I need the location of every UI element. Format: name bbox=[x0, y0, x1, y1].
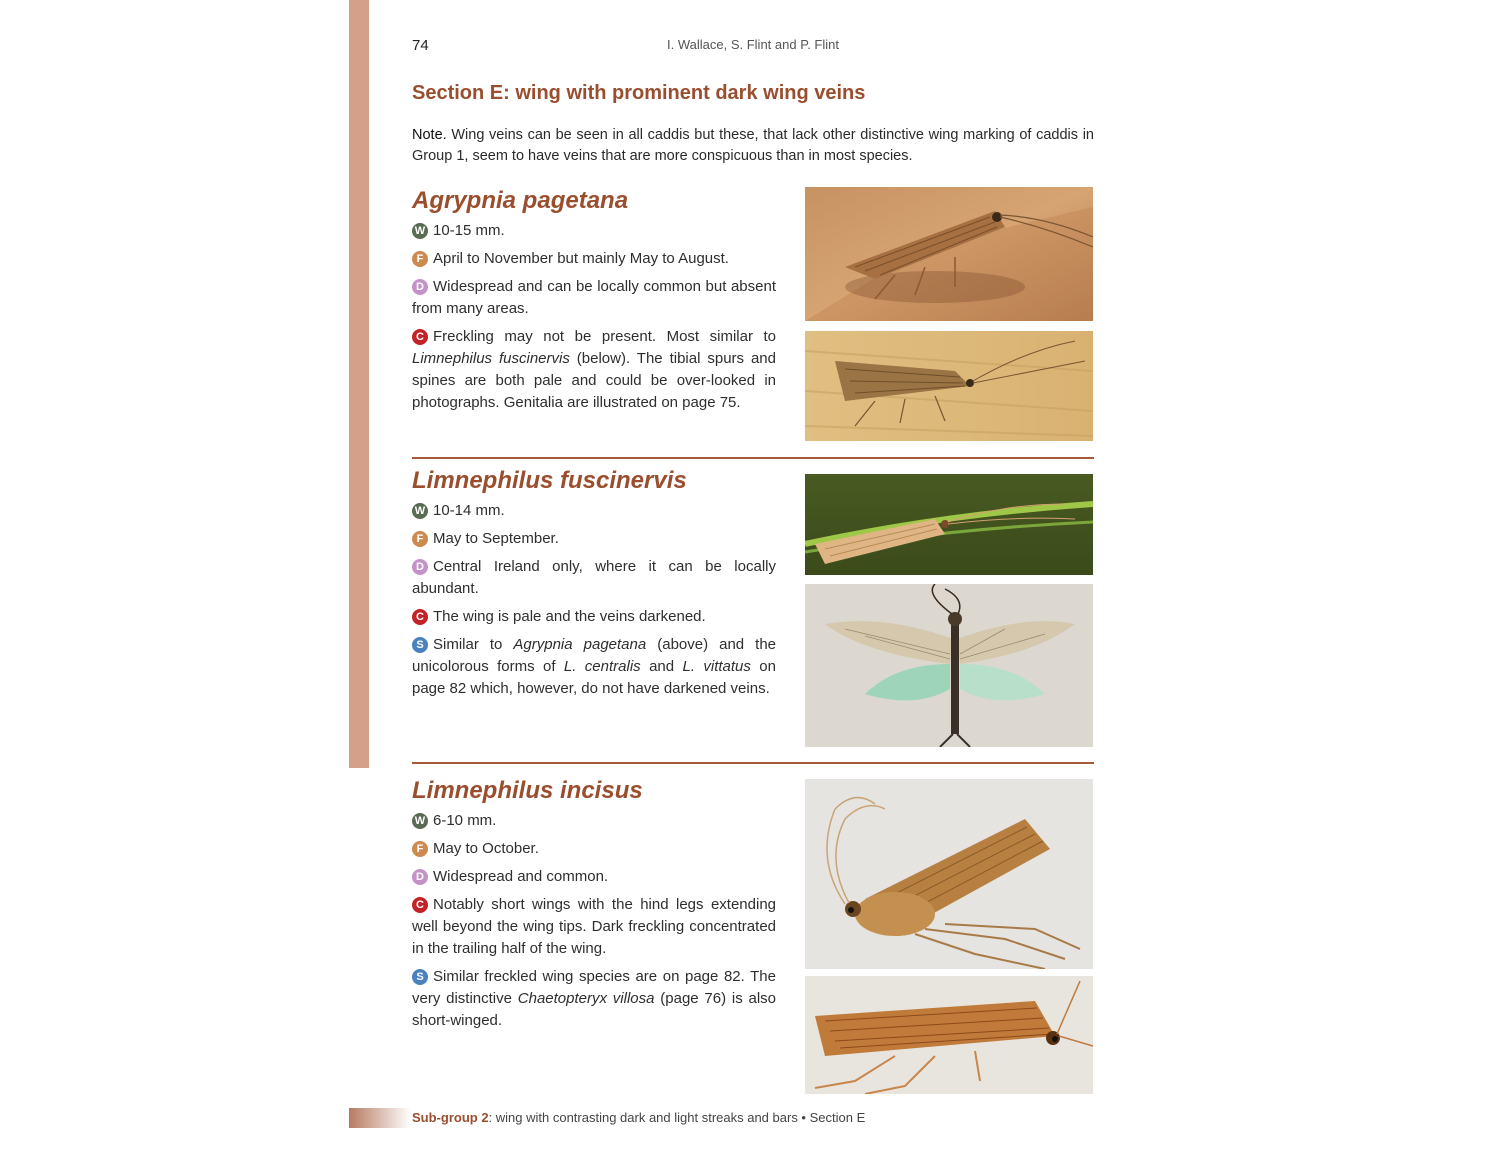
characters-badge-icon: C bbox=[412, 609, 428, 625]
characters-text: Notably short wings with the hind legs extending well beyond the wing tips. Dark freckling concentrated in the trailing half of the wing. bbox=[412, 896, 776, 957]
wingspan-badge-icon: W bbox=[412, 503, 428, 519]
similar-text-end: (page 76) is also short-winged. bbox=[412, 990, 777, 1029]
photo-limnephilus-incisus-lateral bbox=[805, 976, 1093, 1094]
section-note bbox=[412, 125, 1094, 167]
footer-subgroup: Sub-group 2 bbox=[412, 1110, 489, 1125]
distribution-badge-icon: D bbox=[412, 869, 428, 885]
characters-badge-icon: C bbox=[412, 897, 428, 913]
characters-fact bbox=[412, 894, 776, 960]
footer-section-nav bbox=[412, 1110, 865, 1125]
similar-text-end: on page 82 which, however, do not have darkened veins. bbox=[412, 658, 776, 697]
similar-badge-icon: S bbox=[412, 637, 428, 653]
distribution-fact bbox=[412, 556, 776, 600]
wingspan-badge-icon: W bbox=[412, 813, 428, 829]
species-divider bbox=[412, 457, 1094, 459]
species-divider bbox=[412, 762, 1094, 764]
photo-agrypnia-pagetana-side bbox=[805, 187, 1093, 321]
distribution-badge-icon: D bbox=[412, 559, 428, 575]
characters-text: Freckling may not be present. Most similar to bbox=[433, 328, 776, 345]
running-head-authors: I. Wallace, S. Flint and P. Flint bbox=[667, 37, 839, 52]
flight-text: May to September. bbox=[433, 530, 559, 547]
section-title: Section E: wing with prominent dark wing veins bbox=[412, 82, 866, 104]
distribution-text: Widespread and common. bbox=[433, 868, 609, 885]
wingspan-fact bbox=[412, 810, 776, 832]
characters-italic: Limnephilus fuscinervis bbox=[412, 350, 570, 367]
wingspan-badge-icon: W bbox=[412, 223, 428, 239]
flight-period-fact bbox=[412, 838, 776, 860]
wingspan-fact bbox=[412, 500, 776, 522]
flight-period-fact bbox=[412, 528, 776, 550]
similar-text-mid-2: and bbox=[649, 658, 675, 675]
flight-badge-icon: F bbox=[412, 841, 428, 857]
similar-text: Similar freckled wing species are on page 82. The very distinctive bbox=[412, 968, 776, 1007]
species-name: Limnephilus fuscinervis bbox=[412, 467, 687, 494]
distribution-text: Widespread and can be locally common but absent from many areas. bbox=[412, 278, 776, 317]
characters-fact bbox=[412, 326, 776, 414]
wingspan-text: 10-14 mm. bbox=[433, 502, 505, 519]
photo-limnephilus-incisus-side bbox=[805, 779, 1093, 969]
characters-text: The wing is pale and the veins darkened. bbox=[433, 608, 706, 625]
similar-text-mid: (above) and the unicolorous forms of bbox=[412, 636, 777, 675]
footer-description: : wing with contrasting dark and light streaks and bars • Section E bbox=[488, 1110, 866, 1125]
flight-text: May to October. bbox=[433, 840, 539, 857]
note-text: Wing veins can be seen in all caddis but these, that lack other distinctive wing marking of caddis in Group 1, seem to have veins that are more conspicuous than in most species. bbox=[412, 127, 1094, 164]
similar-italic-2: L. centralis bbox=[563, 658, 641, 675]
flight-badge-icon: F bbox=[412, 251, 428, 267]
distribution-text: Central Ireland only, where it can be locally abundant. bbox=[412, 558, 776, 597]
photo-limnephilus-fuscinervis-spread bbox=[805, 584, 1093, 747]
photo-agrypnia-pagetana-top bbox=[805, 331, 1093, 441]
distribution-fact bbox=[412, 276, 776, 320]
similar-text: Similar to bbox=[433, 636, 503, 653]
flight-period-fact bbox=[412, 248, 776, 270]
similar-species-fact bbox=[412, 966, 776, 1032]
footer-gradient-bar bbox=[349, 1108, 411, 1128]
characters-fact bbox=[412, 606, 776, 628]
species-name: Limnephilus incisus bbox=[412, 777, 643, 804]
note-label: Note. bbox=[412, 127, 447, 143]
similar-italic: Agrypnia pagetana bbox=[513, 636, 647, 653]
wingspan-text: 10-15 mm. bbox=[433, 222, 505, 239]
wingspan-fact bbox=[412, 220, 776, 242]
distribution-fact bbox=[412, 866, 776, 888]
flight-badge-icon: F bbox=[412, 531, 428, 547]
characters-text-end: (below). The tibial spurs and spines are both pale and could be over-looked in photographs. Genitalia are illustrated on page 75. bbox=[412, 350, 776, 411]
wingspan-text: 6-10 mm. bbox=[433, 812, 497, 829]
similar-italic: Chaetopteryx villosa bbox=[517, 990, 655, 1007]
distribution-badge-icon: D bbox=[412, 279, 428, 295]
characters-badge-icon: C bbox=[412, 329, 428, 345]
similar-species-fact bbox=[412, 634, 776, 700]
photo-limnephilus-fuscinervis-grass bbox=[805, 474, 1093, 575]
similar-italic-3: L. vittatus bbox=[682, 658, 751, 675]
similar-badge-icon: S bbox=[412, 969, 428, 985]
sidebar-color-bar bbox=[349, 0, 369, 768]
flight-text: April to November but mainly May to August. bbox=[433, 250, 729, 267]
species-name: Agrypnia pagetana bbox=[412, 187, 629, 214]
page-number: 74 bbox=[412, 37, 429, 54]
